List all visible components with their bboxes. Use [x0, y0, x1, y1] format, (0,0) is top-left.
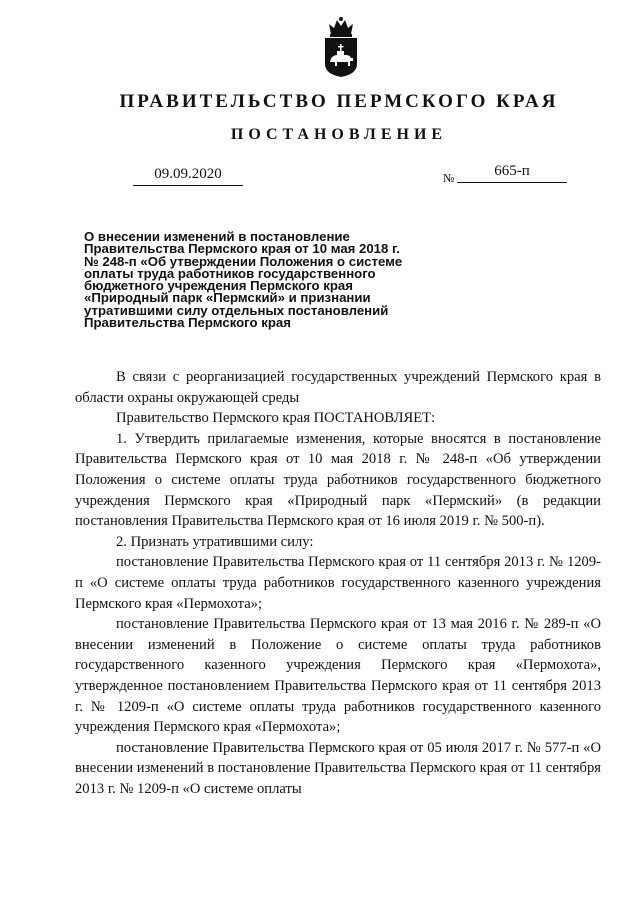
- document-subject: [84, 231, 464, 329]
- repealed-item-paragraph: постановление Правительства Пермского края от 05 июля 2017 г. № 577-п «О внесении изменений в постановление Правительства Пермского края от 11 сентября 2013 г. № 1209-п «О системе оплаты: [75, 739, 601, 797]
- preamble-paragraph: В связи с реорганизацией государственных учреждений Пермского края в области охраны окружающей среды: [75, 369, 601, 406]
- government-title: ПРАВИТЕЛЬСТВО ПЕРМСКОГО КРАЯ: [119, 91, 559, 112]
- subject-line: «Природный парк «Пермский» и признании: [84, 290, 371, 306]
- repealed-item-paragraph: постановление Правительства Пермского края от 11 сентября 2013 г. № 1209-п «О системе оплаты труда работников государственного казенного учреждения Пермского края «Пермохота»;: [75, 554, 601, 612]
- subject-line: Правительства Пермского края от 10 мая 2018 г.: [84, 241, 400, 257]
- document-type: ПОСТАНОВЛЕНИЕ: [230, 126, 448, 143]
- subject-line: Правительства Пермского края: [84, 315, 291, 331]
- subject-line: О внесении изменений в постановление: [84, 229, 350, 244]
- document-number: 665-п: [457, 163, 567, 183]
- clause-2-paragraph: 2. Признать утратившими силу:: [116, 533, 314, 550]
- subject-line: № 248-п «Об утверждении Положения о системе: [84, 253, 403, 269]
- document-date: 09.09.2020: [133, 166, 243, 186]
- document-body: [75, 367, 601, 799]
- subject-line: бюджетного учреждения Пермского края: [84, 278, 353, 294]
- subject-line: оплаты труда работников государственного: [84, 265, 376, 281]
- subject-line: утратившими силу отдельных постановлений: [84, 302, 389, 318]
- coat-of-arms-icon: [322, 14, 360, 78]
- number-sign: №: [443, 171, 455, 185]
- repealed-item-paragraph: постановление Правительства Пермского края от 13 мая 2016 г. № 289-п «О внесении изменений в Положение о системе оплаты труда работников государственного казенного учреждения Пермского края «Пермохота», утвержденное постановлением Правительства Пермского края от 11 сентября 2013 г. № 1209-п «О системе оплаты труда работников государственного казенного учреждения Пермского края «Пермохота»;: [75, 616, 601, 736]
- clause-1-paragraph: 1. Утвердить прилагаемые изменения, которые вносятся в постановление Правительства Пермского края от 10 мая 2018 г. № 248-п «Об утверждении Положения о системе оплаты труда работников государственного бюджетного учреждения Пермского края «Природный парк «Пермский» (в редакции постановления Правительства Пермского края от 16 июля 2019 г. № 500-п).: [75, 430, 601, 530]
- resolution-paragraph: Правительство Пермского края ПОСТАНОВЛЯЕТ:: [116, 410, 436, 427]
